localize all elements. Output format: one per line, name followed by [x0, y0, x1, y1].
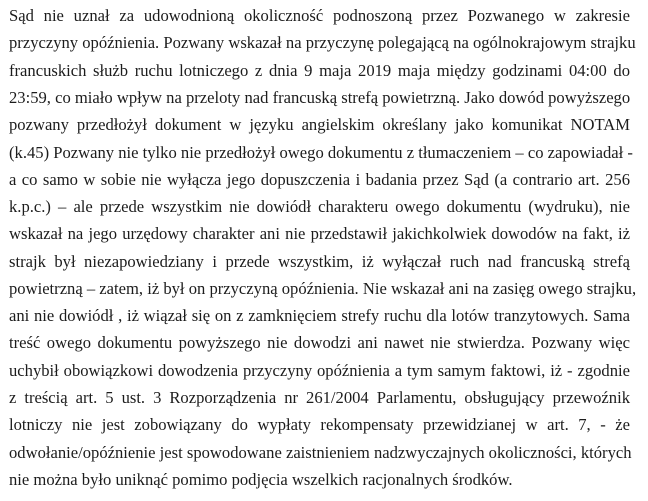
text-line: pozwany przedłożył dokument w języku angielskim określany jako komunikat NOTAM — [9, 115, 630, 134]
text-line: ani nie dowiódł , iż wiązał się on z zamknięciem strefy ruchu dla lotów tranzytowych. Sama — [9, 306, 630, 325]
text-line: 23:59, co miało wpływ na przeloty nad francuską strefą powietrzną. Jako dowód powyższego — [9, 88, 631, 107]
text-line: (k.45) Pozwany nie tylko nie przedłożył owego dokumentu z tłumaczeniem – co zapowiadał - — [9, 143, 633, 162]
text-line: francuskich służb ruchu lotniczego z dnia 9 maja 2019 maja między godzinami 04:00 do — [9, 61, 630, 80]
text-line: przyczyny opóźnienia. Pozwany wskazał na przyczynę polegającą na ogólnokrajowym strajku — [9, 33, 636, 52]
text-line: a co samo w sobie nie wyłącza jego dopuszczenia i badania przez Sąd (a contrario art. 256 — [9, 170, 630, 189]
text-line: k.p.c.) – ale przede wszystkim nie dowiódł charakteru owego dokumentu (wydruku), nie — [9, 197, 630, 216]
text-line: strajk był niezapowiedziany i przede wszystkim, iż wyłączał ruch nad francuską strefą — [9, 252, 630, 271]
text-line: Sąd nie uznał za udowodnioną okoliczność podnoszoną przez Pozwanego w zakresie — [9, 6, 630, 25]
text-line: lotniczy nie jest zobowiązany do wypłaty rekompensaty przewidzianej w art. 7, - że — [9, 415, 630, 434]
text-line: powietrzną – zatem, iż był on przyczyną opóźnienia. Nie wskazał ani na zasięg owego strajku, — [9, 279, 637, 298]
text-line-last: nie można było uniknąć pomimo podjęcia wszelkich racjonalnych środków. — [9, 470, 513, 489]
text-line: z treścią art. 5 ust. 3 Rozporządzenia nr 261/2004 Parlamentu, obsługujący przewoźnik — [9, 388, 630, 407]
text-line: treść owego dokumentu powyższego nie dowodzi ani nawet nie stwierdza. Pozwany więc — [9, 333, 630, 352]
text-line: uchybił obowiązkowi dowodzenia przyczyny opóźnienia a tym samym faktowi, iż - zgodnie — [9, 361, 630, 380]
text-line: wskazał na jego urzędowy charakter ani nie przedstawił jakichkolwiek dowodów na fakt, iż — [9, 224, 630, 243]
text-line: odwołanie/opóźnienie jest spowodowane zaistnieniem nadzwyczajnych okoliczności, których — [9, 443, 632, 462]
